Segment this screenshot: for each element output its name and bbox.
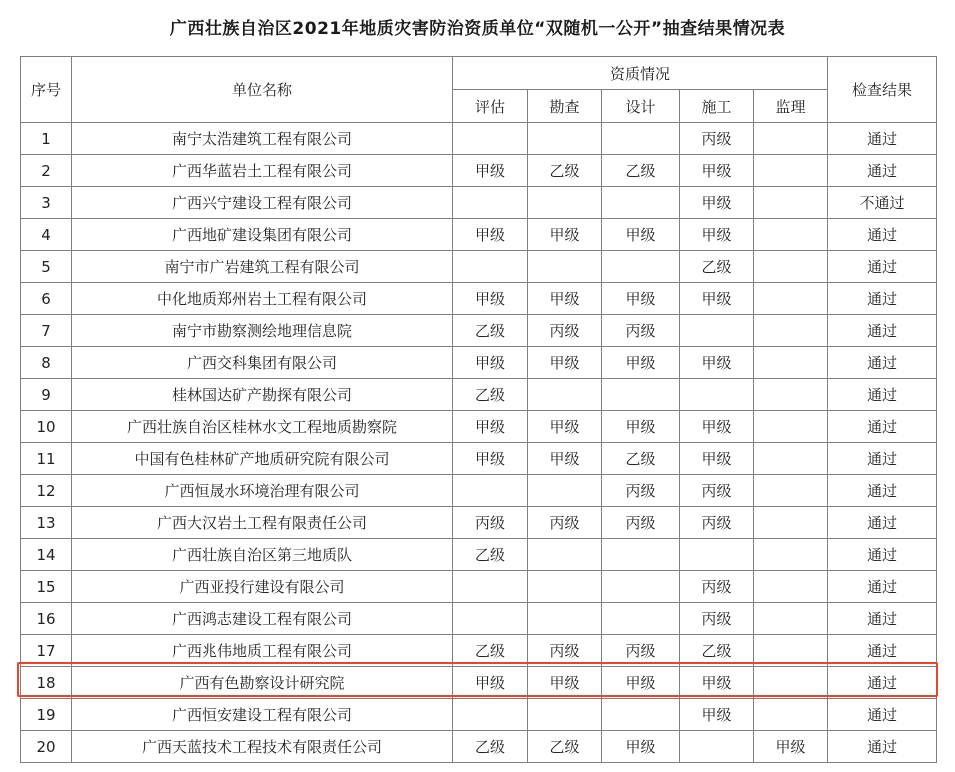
cell-survey: 丙级 <box>528 507 602 539</box>
cell-unit-name: 中化地质郑州岩土工程有限公司 <box>72 283 453 315</box>
cell-supervision <box>754 187 828 219</box>
table-row <box>21 219 937 251</box>
cell-design: 丙级 <box>602 475 680 507</box>
cell-seq: 12 <box>21 475 72 507</box>
cell-supervision <box>754 443 828 475</box>
cell-supervision <box>754 635 828 667</box>
column-header-qualification-group: 资质情况 <box>453 57 828 90</box>
table-row <box>21 123 937 155</box>
cell-assessment <box>453 251 528 283</box>
cell-design <box>602 571 680 603</box>
cell-supervision <box>754 315 828 347</box>
cell-construction <box>680 539 754 571</box>
cell-survey <box>528 539 602 571</box>
table-row <box>21 283 937 315</box>
cell-unit-name: 南宁市广岩建筑工程有限公司 <box>72 251 453 283</box>
cell-seq: 2 <box>21 155 72 187</box>
cell-survey <box>528 187 602 219</box>
table-row <box>21 699 937 731</box>
cell-result: 通过 <box>828 379 937 411</box>
cell-unit-name: 南宁市勘察测绘地理信息院 <box>72 315 453 347</box>
cell-survey: 甲级 <box>528 667 602 699</box>
cell-result: 通过 <box>828 219 937 251</box>
cell-seq: 7 <box>21 315 72 347</box>
cell-design <box>602 251 680 283</box>
cell-unit-name: 桂林国达矿产勘探有限公司 <box>72 379 453 411</box>
cell-construction: 丙级 <box>680 123 754 155</box>
cell-survey <box>528 123 602 155</box>
cell-survey: 丙级 <box>528 315 602 347</box>
cell-construction <box>680 731 754 763</box>
cell-survey <box>528 571 602 603</box>
cell-unit-name: 广西华蓝岩土工程有限公司 <box>72 155 453 187</box>
cell-supervision <box>754 699 828 731</box>
cell-assessment: 甲级 <box>453 347 528 379</box>
cell-seq: 17 <box>21 635 72 667</box>
cell-assessment <box>453 475 528 507</box>
cell-design <box>602 603 680 635</box>
cell-unit-name: 广西恒安建设工程有限公司 <box>72 699 453 731</box>
cell-survey: 甲级 <box>528 443 602 475</box>
cell-result: 通过 <box>828 123 937 155</box>
cell-construction: 丙级 <box>680 507 754 539</box>
column-header-seq: 序号 <box>21 57 72 123</box>
cell-assessment: 乙级 <box>453 539 528 571</box>
cell-seq: 6 <box>21 283 72 315</box>
cell-seq: 4 <box>21 219 72 251</box>
cell-result: 通过 <box>828 731 937 763</box>
cell-supervision <box>754 219 828 251</box>
cell-design: 甲级 <box>602 283 680 315</box>
cell-result: 通过 <box>828 539 937 571</box>
cell-construction: 乙级 <box>680 251 754 283</box>
column-header-name: 单位名称 <box>72 57 453 123</box>
cell-survey: 乙级 <box>528 155 602 187</box>
cell-construction <box>680 315 754 347</box>
cell-result: 通过 <box>828 315 937 347</box>
cell-result: 通过 <box>828 251 937 283</box>
cell-construction: 乙级 <box>680 635 754 667</box>
cell-assessment: 甲级 <box>453 411 528 443</box>
cell-supervision <box>754 507 828 539</box>
cell-design <box>602 187 680 219</box>
cell-survey: 甲级 <box>528 411 602 443</box>
cell-unit-name: 广西鸿志建设工程有限公司 <box>72 603 453 635</box>
cell-assessment <box>453 571 528 603</box>
cell-seq: 18 <box>21 667 72 699</box>
page-title: 广西壮族自治区2021年地质灾害防治资质单位“双随机一公开”抽查结果情况表 <box>169 19 786 39</box>
cell-design: 甲级 <box>602 219 680 251</box>
cell-seq: 9 <box>21 379 72 411</box>
cell-supervision <box>754 379 828 411</box>
cell-construction: 甲级 <box>680 699 754 731</box>
column-header-result: 检查结果 <box>828 57 937 123</box>
cell-survey <box>528 379 602 411</box>
table-row <box>21 635 937 667</box>
cell-construction: 甲级 <box>680 347 754 379</box>
cell-result: 通过 <box>828 635 937 667</box>
cell-survey: 乙级 <box>528 731 602 763</box>
column-header-assessment: 评估 <box>453 90 528 123</box>
cell-supervision <box>754 475 828 507</box>
cell-unit-name: 广西亚投行建设有限公司 <box>72 571 453 603</box>
cell-survey: 丙级 <box>528 635 602 667</box>
cell-construction: 甲级 <box>680 443 754 475</box>
cell-seq: 15 <box>21 571 72 603</box>
cell-survey <box>528 475 602 507</box>
cell-result: 通过 <box>828 475 937 507</box>
cell-unit-name: 中国有色桂林矿产地质研究院有限公司 <box>72 443 453 475</box>
cell-design <box>602 123 680 155</box>
cell-assessment <box>453 187 528 219</box>
cell-supervision <box>754 603 828 635</box>
cell-unit-name: 广西有色勘察设计研究院 <box>72 667 453 699</box>
column-header-design: 设计 <box>602 90 680 123</box>
cell-construction <box>680 379 754 411</box>
cell-result: 通过 <box>828 283 937 315</box>
cell-unit-name: 广西交科集团有限公司 <box>72 347 453 379</box>
cell-construction: 丙级 <box>680 603 754 635</box>
cell-assessment: 丙级 <box>453 507 528 539</box>
table-row <box>21 507 937 539</box>
column-header-supervision: 监理 <box>754 90 828 123</box>
cell-survey: 甲级 <box>528 219 602 251</box>
cell-design <box>602 379 680 411</box>
table-row <box>21 187 937 219</box>
table-row <box>21 603 937 635</box>
cell-design <box>602 539 680 571</box>
cell-unit-name: 广西兴宁建设工程有限公司 <box>72 187 453 219</box>
table-body <box>21 123 937 763</box>
column-header-survey: 勘查 <box>528 90 602 123</box>
cell-seq: 11 <box>21 443 72 475</box>
table-row <box>21 315 937 347</box>
table-row <box>21 667 937 699</box>
cell-assessment: 甲级 <box>453 219 528 251</box>
cell-result: 通过 <box>828 667 937 699</box>
cell-unit-name: 广西天蓝技术工程技术有限责任公司 <box>72 731 453 763</box>
cell-unit-name: 广西壮族自治区第三地质队 <box>72 539 453 571</box>
cell-seq: 14 <box>21 539 72 571</box>
cell-result: 通过 <box>828 411 937 443</box>
cell-construction: 甲级 <box>680 411 754 443</box>
cell-unit-name: 广西恒晟水环境治理有限公司 <box>72 475 453 507</box>
cell-unit-name: 广西地矿建设集团有限公司 <box>72 219 453 251</box>
cell-assessment <box>453 123 528 155</box>
cell-assessment: 甲级 <box>453 155 528 187</box>
cell-supervision <box>754 571 828 603</box>
table-row <box>21 571 937 603</box>
cell-seq: 5 <box>21 251 72 283</box>
cell-result: 通过 <box>828 571 937 603</box>
cell-supervision <box>754 667 828 699</box>
cell-unit-name: 广西壮族自治区桂林水文工程地质勘察院 <box>72 411 453 443</box>
cell-construction: 丙级 <box>680 571 754 603</box>
cell-survey <box>528 603 602 635</box>
cell-unit-name: 南宁太浩建筑工程有限公司 <box>72 123 453 155</box>
cell-assessment: 乙级 <box>453 635 528 667</box>
cell-assessment: 甲级 <box>453 667 528 699</box>
cell-construction: 甲级 <box>680 219 754 251</box>
cell-design: 甲级 <box>602 731 680 763</box>
cell-survey: 甲级 <box>528 283 602 315</box>
table-row <box>21 251 937 283</box>
cell-design: 甲级 <box>602 411 680 443</box>
cell-assessment <box>453 603 528 635</box>
cell-design: 甲级 <box>602 347 680 379</box>
table-row <box>21 411 937 443</box>
cell-result: 通过 <box>828 347 937 379</box>
cell-seq: 3 <box>21 187 72 219</box>
cell-construction: 甲级 <box>680 667 754 699</box>
cell-result: 通过 <box>828 155 937 187</box>
cell-supervision <box>754 539 828 571</box>
cell-seq: 20 <box>21 731 72 763</box>
cell-construction: 甲级 <box>680 283 754 315</box>
cell-assessment: 乙级 <box>453 379 528 411</box>
cell-seq: 10 <box>21 411 72 443</box>
cell-design: 丙级 <box>602 507 680 539</box>
cell-supervision <box>754 251 828 283</box>
table-row <box>21 443 937 475</box>
cell-assessment <box>453 699 528 731</box>
cell-survey <box>528 251 602 283</box>
cell-seq: 19 <box>21 699 72 731</box>
cell-unit-name: 广西兆伟地质工程有限公司 <box>72 635 453 667</box>
cell-result: 不通过 <box>828 187 937 219</box>
cell-result: 通过 <box>828 699 937 731</box>
cell-seq: 16 <box>21 603 72 635</box>
table-row <box>21 379 937 411</box>
column-header-construction: 施工 <box>680 90 754 123</box>
cell-result: 通过 <box>828 507 937 539</box>
table-row <box>21 347 937 379</box>
cell-design: 甲级 <box>602 667 680 699</box>
table-row <box>21 731 937 763</box>
cell-survey: 甲级 <box>528 347 602 379</box>
cell-result: 通过 <box>828 603 937 635</box>
table-row <box>21 155 937 187</box>
cell-assessment: 乙级 <box>453 731 528 763</box>
cell-unit-name: 广西大汉岩土工程有限责任公司 <box>72 507 453 539</box>
cell-design: 丙级 <box>602 635 680 667</box>
cell-result: 通过 <box>828 443 937 475</box>
cell-supervision <box>754 283 828 315</box>
cell-design <box>602 699 680 731</box>
inspection-results-table <box>20 56 937 763</box>
cell-assessment: 甲级 <box>453 443 528 475</box>
cell-construction: 甲级 <box>680 155 754 187</box>
header-row <box>21 57 937 90</box>
cell-seq: 1 <box>21 123 72 155</box>
cell-supervision <box>754 155 828 187</box>
cell-supervision: 甲级 <box>754 731 828 763</box>
cell-seq: 8 <box>21 347 72 379</box>
cell-assessment: 乙级 <box>453 315 528 347</box>
cell-supervision <box>754 347 828 379</box>
cell-survey <box>528 699 602 731</box>
cell-supervision <box>754 411 828 443</box>
cell-construction: 甲级 <box>680 187 754 219</box>
cell-assessment: 甲级 <box>453 283 528 315</box>
table-row <box>21 475 937 507</box>
cell-design: 丙级 <box>602 315 680 347</box>
cell-supervision <box>754 123 828 155</box>
cell-construction: 丙级 <box>680 475 754 507</box>
cell-design: 乙级 <box>602 443 680 475</box>
cell-seq: 13 <box>21 507 72 539</box>
cell-design: 乙级 <box>602 155 680 187</box>
table-row <box>21 539 937 571</box>
